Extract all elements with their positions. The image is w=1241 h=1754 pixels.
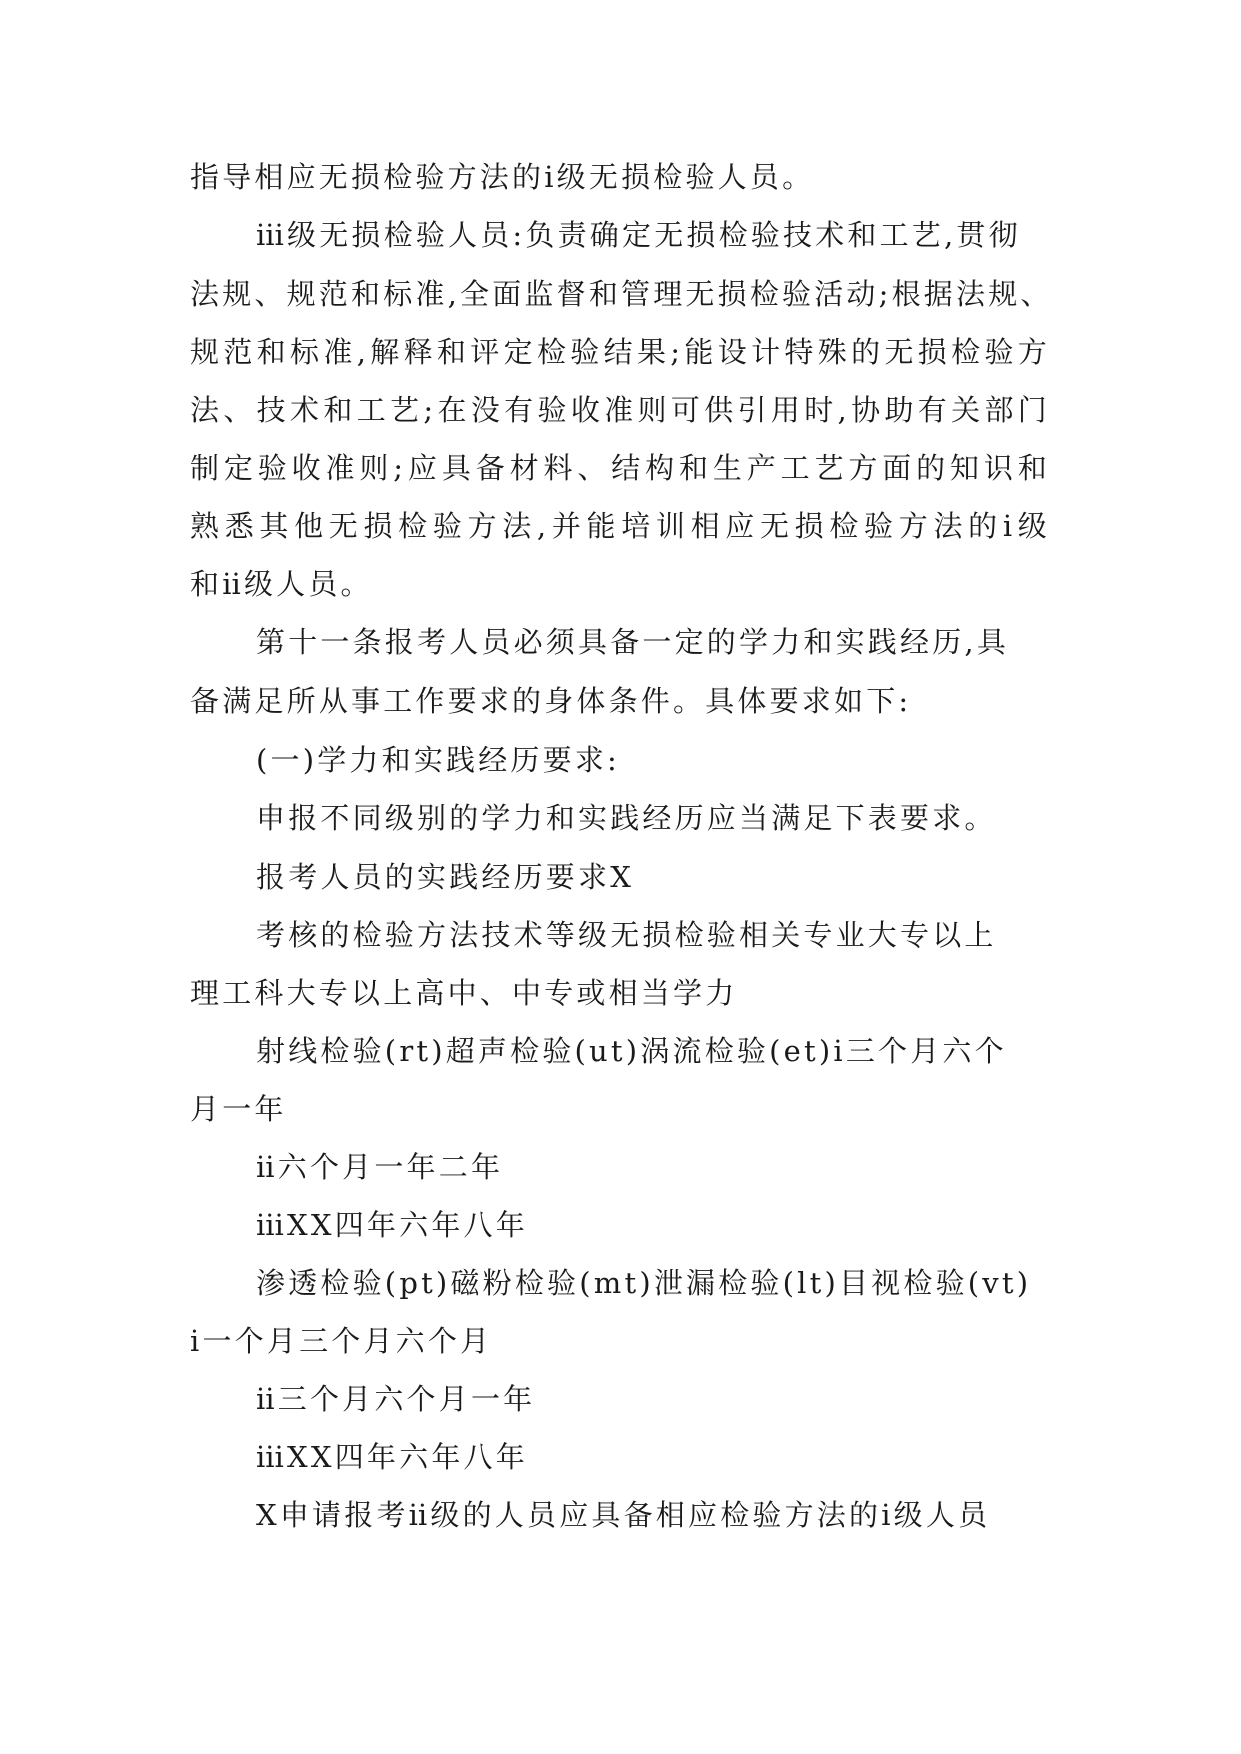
paragraph-line: 和ⅱ级人员。 xyxy=(190,567,373,601)
table-row-line: ⅲXX四年六年八年 xyxy=(256,1208,528,1242)
paragraph-line: 制定验收准则;应具备材料、结构和生产工艺方面的知识和 xyxy=(190,451,1050,485)
table-row-line: 月一年 xyxy=(190,1092,287,1126)
section-heading: (一)学力和实践经历要求: xyxy=(256,743,620,777)
paragraph-line: 法、技术和工艺;在没有验收准则可供引用时,协助有关部门 xyxy=(190,393,1050,427)
paragraph-line: 申报不同级别的学力和实践经历应当满足下表要求。 xyxy=(256,801,997,835)
table-header-line: 考核的检验方法技术等级无损检验相关专业大专以上 xyxy=(256,918,997,952)
table-row-line: ⅱ三个月六个月一年 xyxy=(256,1382,536,1416)
paragraph-line: 第十一条报考人员必须具备一定的学力和实践经历,具 xyxy=(256,625,1010,659)
table-caption: 报考人员的实践经历要求X xyxy=(256,860,635,894)
paragraph-line: 法规、规范和标准,全面监督和管理无损检验活动;根据法规、 xyxy=(190,277,1053,311)
table-row-line: 渗透检验(pt)磁粉检验(mt)泄漏检验(lt)目视检验(vt) xyxy=(256,1266,1032,1300)
paragraph-line: ⅲ级无损检验人员:负责确定无损检验技术和工艺,贯彻 xyxy=(256,218,1021,252)
footnote-line: X申请报考ⅱ级的人员应具备相应检验方法的ⅰ级人员 xyxy=(256,1498,991,1532)
paragraph-line: 规范和标准,解释和评定检验结果;能设计特殊的无损检验方 xyxy=(190,335,1050,369)
table-row-line: ⅲXX四年六年八年 xyxy=(256,1440,528,1474)
table-row-line: 射线检验(rt)超声检验(ut)涡流检验(et)ⅰ三个月六个 xyxy=(256,1034,1007,1068)
paragraph-line: 熟悉其他无损检验方法,并能培训相应无损检验方法的ⅰ级 xyxy=(190,509,1050,543)
paragraph-line: 备满足所从事工作要求的身体条件。具体要求如下: xyxy=(190,684,912,718)
table-row-line: ⅰ一个月三个月六个月 xyxy=(190,1324,493,1358)
table-header-line: 理工科大专以上高中、中专或相当学力 xyxy=(190,976,738,1010)
paragraph-line: 指导相应无损检验方法的ⅰ级无损检验人员。 xyxy=(190,160,815,194)
table-row-line: ⅱ六个月一年二年 xyxy=(256,1150,504,1184)
